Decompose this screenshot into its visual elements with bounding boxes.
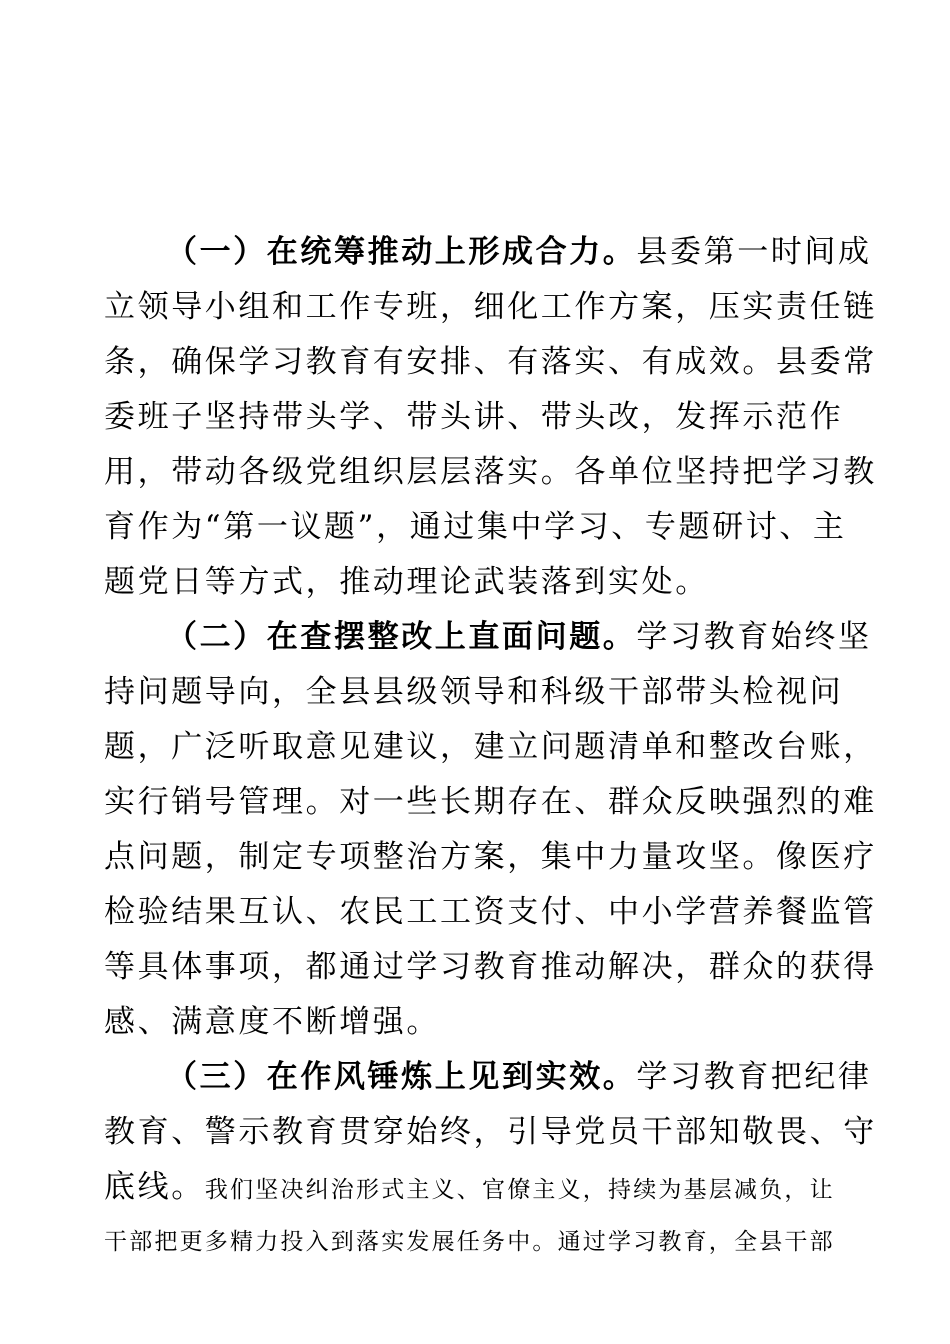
paragraph-2-line-1 (166, 613, 872, 661)
paragraph-1-heading: （一）在统筹推动上形成合力。 (166, 234, 637, 270)
paragraph-3-line-3 (104, 1163, 834, 1211)
paragraph-3-line-2: 教育、警示教育贯穿始终，引导党员干部知敬畏、守 (104, 1114, 877, 1150)
paragraph-2-line-2: 持问题导向，全县县级领导和科级干部带头检视问 (104, 674, 844, 710)
paragraph-2-text: 学习教育始终坚 (636, 619, 872, 655)
paragraph-3-heading: （三）在作风锤炼上见到实效。 (166, 1059, 637, 1095)
paragraph-2-line-3: 题，广泛听取意见建议，建立问题清单和整改台账， (104, 729, 877, 765)
paragraph-2-line-4: 实行销号管理。对一些长期存在、群众反映强烈的难 (104, 784, 877, 820)
paragraph-1-line-4: 委班子坚持带头学、带头讲、带头改，发挥示范作 (104, 399, 844, 435)
paragraph-3-text: 学习教育把纪律 (636, 1059, 872, 1095)
paragraph-3-line-3-small: 我们坚决纠治形式主义、官僚主义，持续为基层减负，让 (204, 1177, 835, 1203)
paragraph-1-line-2: 立领导小组和工作专班，细化工作方案，压实责任链 (104, 289, 877, 325)
paragraph-1-line-1 (166, 228, 872, 276)
paragraph-2-heading: （二）在查摆整改上直面问题。 (166, 619, 637, 655)
paragraph-3-line-3-lead: 底线。 (104, 1169, 205, 1205)
paragraph-1-text: 县委第一时间成 (636, 234, 872, 270)
paragraph-2-line-5: 点问题，制定专项整治方案，集中力量攻坚。像医疗 (104, 839, 877, 875)
paragraph-1-line-7: 题党日等方式，推动理论武装落到实处。 (104, 564, 709, 600)
paragraph-3-line-1 (166, 1053, 872, 1101)
paragraph-1-line-5: 用，带动各级党组织层层落实。各单位坚持把学习教 (104, 454, 877, 490)
paragraph-3-line-4: 干部把更多精力投入到落实发展任务中。通过学习教育，全县干部 (104, 1229, 835, 1255)
paragraph-1-line-3: 条，确保学习教育有安排、有落实、有成效。县委常 (104, 344, 877, 380)
paragraph-2-line-7: 等具体事项，都通过学习教育推动解决，群众的获得 (104, 949, 877, 985)
paragraph-2-line-6: 检验结果互认、农民工工资支付、中小学营养餐监管 (104, 894, 877, 930)
paragraph-1-line-6: 育作为“第一议题”，通过集中学习、专题研讨、主 (104, 509, 847, 545)
paragraph-2-line-8: 感、满意度不断增强。 (104, 1004, 440, 1040)
